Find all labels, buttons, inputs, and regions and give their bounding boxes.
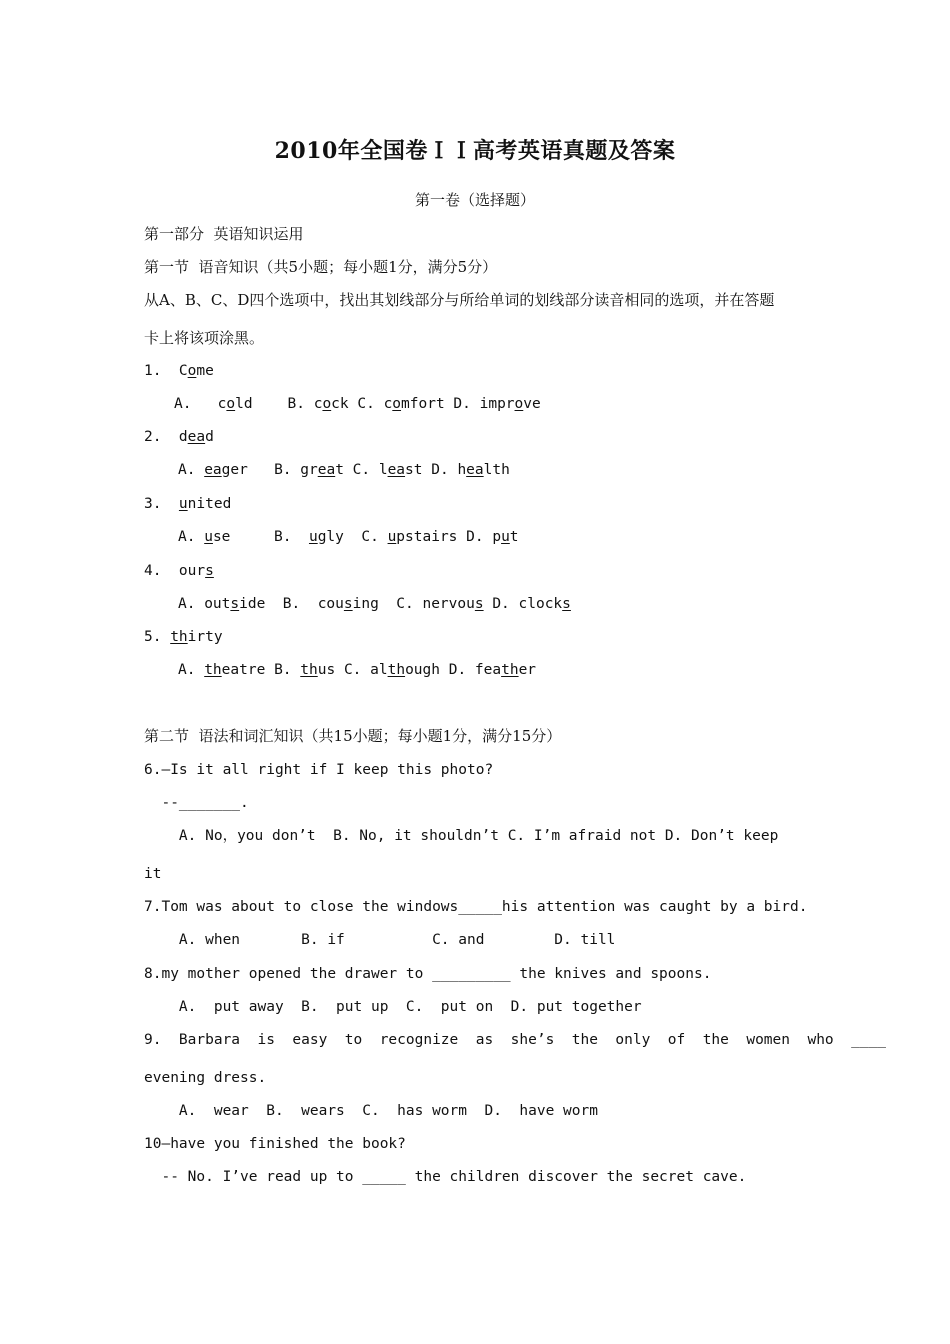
question-7: 7.Tom was about to close the windows_____his attention was caught by a bird. [144, 899, 808, 915]
question-9-options: A. wear B. wears C. has worm D. have worm [144, 1103, 598, 1119]
section1-instruction-cont: 卡上将该项涂黑。 [144, 329, 265, 347]
question-3-options [178, 527, 519, 547]
question-10-reply: -- No. I’ve read up to _____ the children discover the secret cave. [144, 1169, 747, 1185]
section2-heading: 第二节 语法和词汇知识（共15小题；每小题1分，满分15分） [144, 727, 562, 745]
part-heading: 第一部分 英语知识运用 [144, 225, 304, 243]
question-7-options: A. when B. if C. and D. till [144, 932, 616, 948]
option-d: D. improve [453, 396, 541, 412]
question-6-reply: --_______. [144, 795, 249, 811]
question-4: 4. ours [144, 563, 214, 579]
question-2: 2. dead [144, 429, 214, 445]
option-a: A. outside [178, 596, 283, 612]
page-title: 2010年全国卷ＩＩ高考英语真题及答案 [274, 138, 676, 164]
question-9: 9. Barbara is easy to recognize as she’s the only of the women who ____ [144, 1032, 887, 1048]
option-c: C. although [343, 662, 449, 678]
option-b: B. cousing [282, 596, 397, 612]
option-d: D. health [431, 462, 510, 478]
option-d: D. clocks [492, 596, 571, 612]
question-5-options [178, 660, 536, 680]
section1-instruction: 从A、B、C、D四个选项中，找出其划线部分与所给单词的划线部分读音相同的选项，并在答题 [144, 291, 775, 309]
question-5: 5. thirty [144, 629, 223, 645]
option-d: D. put [466, 529, 519, 545]
option-d: D. feather [448, 662, 537, 678]
option-b: B. cock [287, 396, 358, 412]
option-a: A. cold [174, 396, 271, 412]
option-a: A. theatre [178, 662, 275, 678]
option-b: B. great [274, 462, 353, 478]
question-10: 10—have you finished the book? [144, 1136, 406, 1152]
question-4-options [178, 594, 571, 614]
question-2-options [178, 460, 510, 480]
option-a: A. use [178, 529, 275, 545]
question-1: 1. Come [144, 363, 214, 379]
volume-heading: 第一卷（选择题） [414, 191, 535, 209]
option-c: C. comfort [357, 396, 454, 412]
option-c: C. nervous [396, 596, 484, 612]
question-6-options: A. No，you don’t B. No, it shouldn’t C. I’m afraid not D. Don’t keep [144, 828, 779, 844]
option-c: C. least [352, 462, 432, 478]
question-6-options-cont: it [144, 866, 162, 882]
question-8-options: A. put away B. put up C. put on D. put together [144, 999, 642, 1015]
option-b: B. ugly [274, 529, 362, 545]
question-3: 3. united [144, 496, 232, 512]
option-b: B. thus [274, 662, 344, 678]
question-6: 6.—Is it all right if I keep this photo? [144, 762, 494, 778]
question-8: 8.my mother opened the drawer to _________ the knives and spoons. [144, 966, 712, 982]
question-1-options [174, 394, 541, 414]
section1-heading: 第一节 语音知识（共5小题；每小题1分，满分5分） [144, 258, 498, 276]
question-9-cont: evening dress. [144, 1070, 267, 1086]
option-c: C. upstairs [361, 529, 467, 545]
option-a: A. eager [178, 462, 275, 478]
